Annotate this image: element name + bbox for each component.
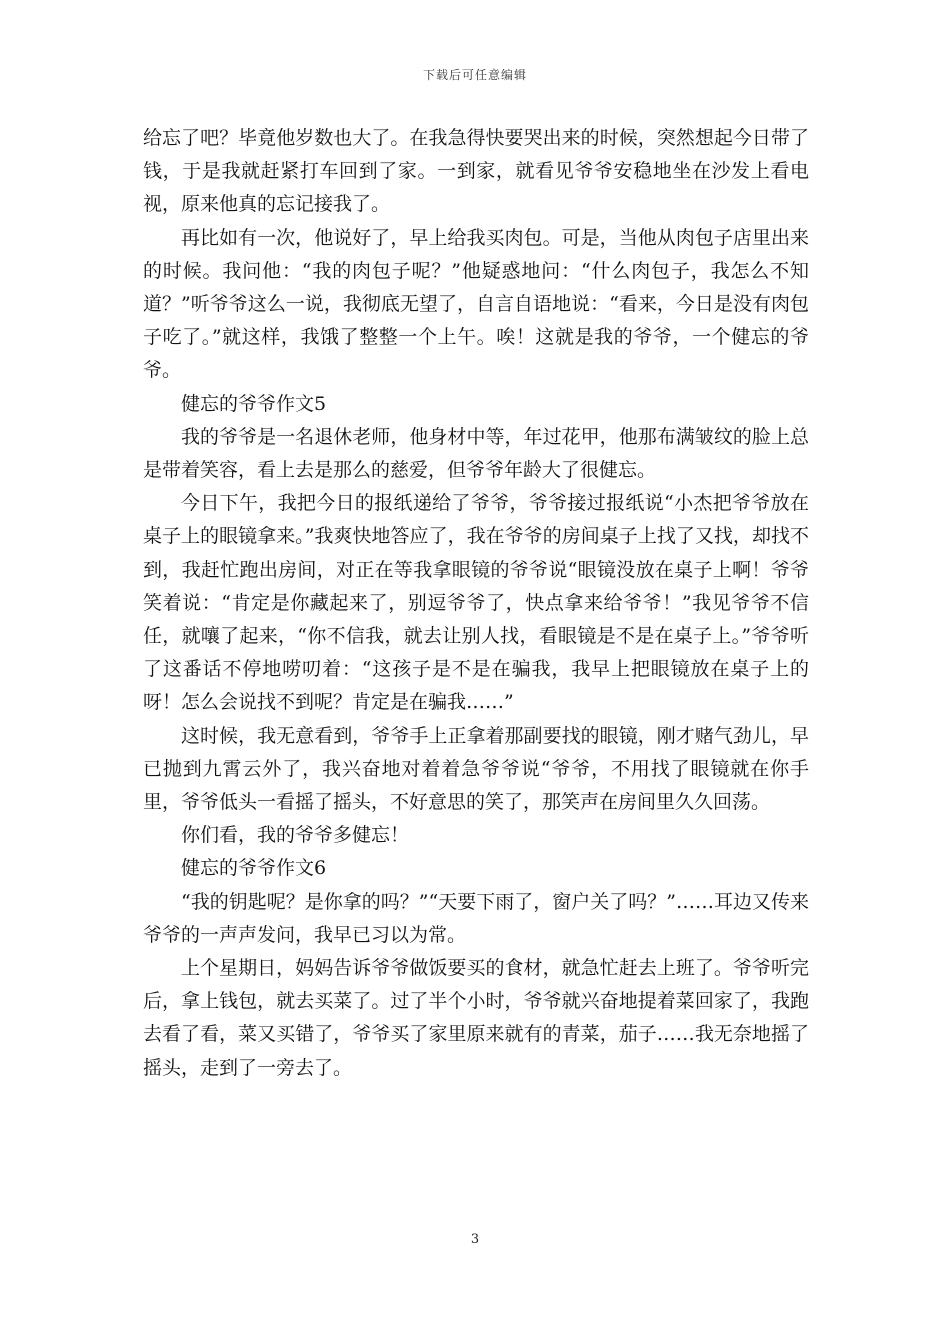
paragraph: “我的钥匙呢？是你拿的吗？”“天要下雨了，窗户关了吗？”……耳边又传来爷爷的一声声发问，我早已习以为常。 [143, 890, 809, 946]
paragraph: 你们看，我的爷爷多健忘！ [181, 824, 410, 847]
paragraph: 我的爷爷是一名退休老师，他身材中等，年过花甲，他那布满皱纹的脸上总是带着笑容，看上去是那么的慈爱，但爷爷年龄大了很健忘。 [143, 425, 809, 482]
section-heading: 健忘的爷爷作文5 [181, 392, 327, 415]
paragraph: 再比如有一次，他说好了，早上给我买肉包。可是，当他从肉包子店里出来的时候。我问他：“我的肉包子呢？”他疑惑地问：“什么肉包子，我怎么不知道？”听爷爷这么一说，我彻底无望了，自言自语地说：“看来，今日是没有肉包子吃了。”就这样，我饿了整整一个上午。唉！这就是我的爷爷，一个健忘的爷爷。 [143, 226, 809, 382]
page-number: 3 [470, 1232, 480, 1247]
document-body [143, 122, 809, 1085]
paragraph: 这时候，我无意看到，爷爷手上正拿着那副要找的眼镜，刚才赌气劲儿，早已抛到九霄云外了，我兴奋地对着着急爷爷说“爷爷，不用找了眼镜就在你手里，爷爷低头一看摇了摇头，不好意思的笑了，那笑声在房间里久久回荡。 [143, 724, 809, 814]
paragraph: 上个星期日，妈妈告诉爷爷做饭要买的食材，就急忙赶去上班了。爷爷听完后，拿上钱包，就去买菜了。过了半个小时，爷爷就兴奋地提着菜回家了，我跑去看了看，菜又买错了，爷爷买了家里原来就有的青菜，茄子……我无奈地摇了摇头，走到了一旁去了。 [143, 957, 809, 1079]
page-header: 下载后可任意编辑 [422, 68, 527, 82]
section-heading: 健忘的爷爷作文6 [181, 857, 327, 880]
paragraph-continuation: 给忘了吧？毕竟他岁数也大了。在我急得快要哭出来的时候，突然想起今日带了钱，于是我就赶紧打车回到了家。一到家，就看见爷爷安稳地坐在沙发上看电视，原来他真的忘记接我了。 [143, 127, 809, 216]
paragraph: 今日下午，我把今日的报纸递给了爷爷，爷爷接过报纸说“小杰把爷爷放在桌子上的眼镜拿来。”我爽快地答应了，我在爷爷的房间桌子上找了又找，却找不到，我赶忙跑出房间，对正在等我拿眼镜的爷爷说“眼镜没放在桌子上啊！爷爷笑着说：“肯定是你藏起来了，别逗爷爷了，快点拿来给爷爷！”我见爷爷不信任，就嚷了起来，“你不信我，就去让别人找，看眼镜是不是在桌子上。”爷爷听了这番话不停地唠叨着：“这孩子是不是在骗我，我早上把眼镜放在桌子上的呀！怎么会说找不到呢？肯定是在骗我……” [143, 492, 809, 714]
